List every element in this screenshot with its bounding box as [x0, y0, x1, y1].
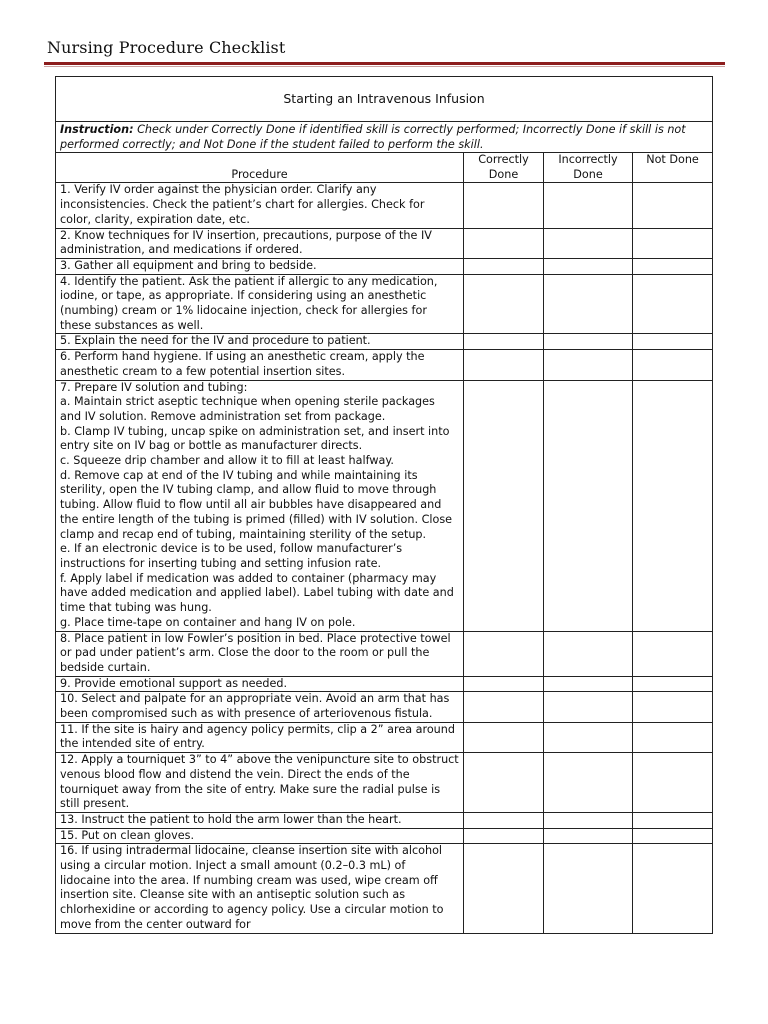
- table-row: [56, 631, 713, 676]
- table-row: [56, 228, 713, 258]
- procedure-column-header: Procedure: [56, 153, 464, 183]
- not-done-cell[interactable]: [633, 692, 713, 722]
- not-done-cell[interactable]: [633, 334, 713, 350]
- table-row: [56, 350, 713, 380]
- correctly-done-cell[interactable]: [464, 631, 544, 676]
- incorrectly-done-cell[interactable]: [544, 753, 633, 813]
- procedure-step: 5. Explain the need for the IV and procedure to patient.: [56, 334, 464, 350]
- instruction-row: [56, 122, 713, 153]
- correctly-done-cell[interactable]: [464, 334, 544, 350]
- incorrectly-done-cell[interactable]: [544, 334, 633, 350]
- not-done-cell[interactable]: [633, 844, 713, 933]
- correctly-done-cell[interactable]: [464, 258, 544, 274]
- procedure-step: 7. Prepare IV solution and tubing: a. Maintain strict aseptic technique when opening sterile packages and IV solution. Remove administration set from package. b. Clamp IV tubing, uncap spike on administration set, and insert into entry site on IV bag or bottle as manufacturer directs. c. Squeeze drip chamber and allow it to fill at least halfway. d. Remove cap at end of the IV tubing and while maintaining its sterility, open the IV tubing clamp, and allow fluid to move through tubing. Allow fluid to flow until all air bubbles have disappeared and the entire length of the tubing is primed (filled) with IV solution. Close clamp and recap end of tubing, maintaining sterility of the setup. e. If an electronic device is to be used, follow manufacturer’s instructions for inserting tubing and setting infusion rate. f. Apply label if medication was added to container (pharmacy may have added medication and applied label). Label tubing with date and time that tubing was hung. g. Place time-tape on container and hang IV on pole.: [56, 380, 464, 631]
- incorrectly-done-cell[interactable]: [544, 812, 633, 828]
- procedure-step: 1. Verify IV order against the physician order. Clarify any inconsistencies. Check the patient’s chart for allergies. Check for color, clarity, expiration date, etc.: [56, 183, 464, 228]
- not-done-cell[interactable]: [633, 228, 713, 258]
- instruction-text: Check under Correctly Done if identified skill is correctly performed; Incorrectly Done if skill is not performed correctly; and Not Done if the student failed to perform the skill.: [60, 123, 686, 151]
- table-row: [56, 274, 713, 334]
- procedure-step: 15. Put on clean gloves.: [56, 828, 464, 844]
- procedure-step: 12. Apply a tourniquet 3” to 4” above the venipuncture site to obstruct venous blood flow and distend the vein. Direct the ends of the tourniquet away from the site of entry. Make sure the radial pulse is still present.: [56, 753, 464, 813]
- correctly-done-cell[interactable]: [464, 183, 544, 228]
- table-row: [56, 258, 713, 274]
- instruction-label: Instruction:: [60, 123, 134, 136]
- not-done-cell[interactable]: [633, 753, 713, 813]
- incorrectly-done-header-line1: Incorrectly: [558, 153, 618, 166]
- instruction-cell: [56, 122, 713, 153]
- correctly-done-cell[interactable]: [464, 722, 544, 752]
- table-row: [56, 692, 713, 722]
- incorrectly-done-cell[interactable]: [544, 631, 633, 676]
- correctly-done-cell[interactable]: [464, 812, 544, 828]
- correctly-done-header-line1: Correctly: [478, 153, 529, 166]
- correctly-done-cell[interactable]: [464, 380, 544, 631]
- procedure-step: 11. If the site is hairy and agency policy permits, clip a 2” area around the intended site of entry.: [56, 722, 464, 752]
- procedure-step: 9. Provide emotional support as needed.: [56, 676, 464, 692]
- incorrectly-done-cell[interactable]: [544, 350, 633, 380]
- title-row: [56, 77, 713, 122]
- procedure-step: 16. If using intradermal lidocaine, cleanse insertion site with alcohol using a circular motion. Inject a small amount (0.2–0.3 mL) of lidocaine into the area. If numbing cream was used, wipe cream off insertion site. Cleanse site with an antiseptic solution such as chlorhexidine or according to agency policy. Use a circular motion to move from the center outward for: [56, 844, 464, 933]
- column-header-row: [56, 153, 713, 183]
- table-row: [56, 722, 713, 752]
- correctly-done-column-header: [464, 153, 544, 183]
- not-done-cell[interactable]: [633, 380, 713, 631]
- correctly-done-header-line2: Done: [488, 167, 519, 181]
- table-row: [56, 828, 713, 844]
- table-row: [56, 844, 713, 933]
- incorrectly-done-cell[interactable]: [544, 274, 633, 334]
- not-done-cell[interactable]: [633, 350, 713, 380]
- incorrectly-done-column-header: [544, 153, 633, 183]
- correctly-done-cell[interactable]: [464, 753, 544, 813]
- incorrectly-done-cell[interactable]: [544, 722, 633, 752]
- not-done-column-header: Not Done: [633, 153, 713, 183]
- not-done-cell[interactable]: [633, 812, 713, 828]
- procedure-step: 8. Place patient in low Fowler’s position in bed. Place protective towel or pad under patient’s arm. Close the door to the room or pull the bedside curtain.: [56, 631, 464, 676]
- table-row: [56, 334, 713, 350]
- procedure-step: 4. Identify the patient. Ask the patient if allergic to any medication, iodine, or tape, as appropriate. If considering using an anesthetic (numbing) cream or 1% lidocaine injection, check for allergies for these substances as well.: [56, 274, 464, 334]
- correctly-done-cell[interactable]: [464, 676, 544, 692]
- not-done-cell[interactable]: [633, 258, 713, 274]
- not-done-cell[interactable]: [633, 722, 713, 752]
- not-done-cell[interactable]: [633, 676, 713, 692]
- incorrectly-done-cell[interactable]: [544, 844, 633, 933]
- procedure-step: 13. Instruct the patient to hold the arm lower than the heart.: [56, 812, 464, 828]
- procedure-step: 6. Perform hand hygiene. If using an anesthetic cream, apply the anesthetic cream to a few potential insertion sites.: [56, 350, 464, 380]
- not-done-cell[interactable]: [633, 631, 713, 676]
- incorrectly-done-cell[interactable]: [544, 828, 633, 844]
- table-row: [56, 753, 713, 813]
- header-rule-thin: [44, 66, 725, 67]
- checklist-title: Starting an Intravenous Infusion: [56, 77, 713, 122]
- correctly-done-cell[interactable]: [464, 844, 544, 933]
- correctly-done-cell[interactable]: [464, 228, 544, 258]
- procedure-step: 2. Know techniques for IV insertion, precautions, purpose of the IV administration, and medications if ordered.: [56, 228, 464, 258]
- not-done-cell[interactable]: [633, 828, 713, 844]
- incorrectly-done-cell[interactable]: [544, 676, 633, 692]
- incorrectly-done-cell[interactable]: [544, 692, 633, 722]
- procedure-step: 10. Select and palpate for an appropriate vein. Avoid an arm that has been compromised such as with presence of arteriovenous fistula.: [56, 692, 464, 722]
- correctly-done-cell[interactable]: [464, 692, 544, 722]
- incorrectly-done-header-line2: Done: [573, 167, 603, 181]
- not-done-cell[interactable]: [633, 274, 713, 334]
- correctly-done-cell[interactable]: [464, 274, 544, 334]
- table-row: [56, 380, 713, 631]
- incorrectly-done-cell[interactable]: [544, 380, 633, 631]
- header-rule: [44, 62, 725, 65]
- incorrectly-done-cell[interactable]: [544, 258, 633, 274]
- table-row: [56, 183, 713, 228]
- correctly-done-cell[interactable]: [464, 350, 544, 380]
- procedure-checklist-table: [55, 76, 713, 934]
- correctly-done-cell[interactable]: [464, 828, 544, 844]
- table-row: [56, 676, 713, 692]
- incorrectly-done-cell[interactable]: [544, 183, 633, 228]
- incorrectly-done-cell[interactable]: [544, 228, 633, 258]
- not-done-cell[interactable]: [633, 183, 713, 228]
- table-row: [56, 812, 713, 828]
- procedure-step: 3. Gather all equipment and bring to bedside.: [56, 258, 464, 274]
- document-title: Nursing Procedure Checklist: [47, 38, 286, 57]
- step-rows: [56, 183, 713, 933]
